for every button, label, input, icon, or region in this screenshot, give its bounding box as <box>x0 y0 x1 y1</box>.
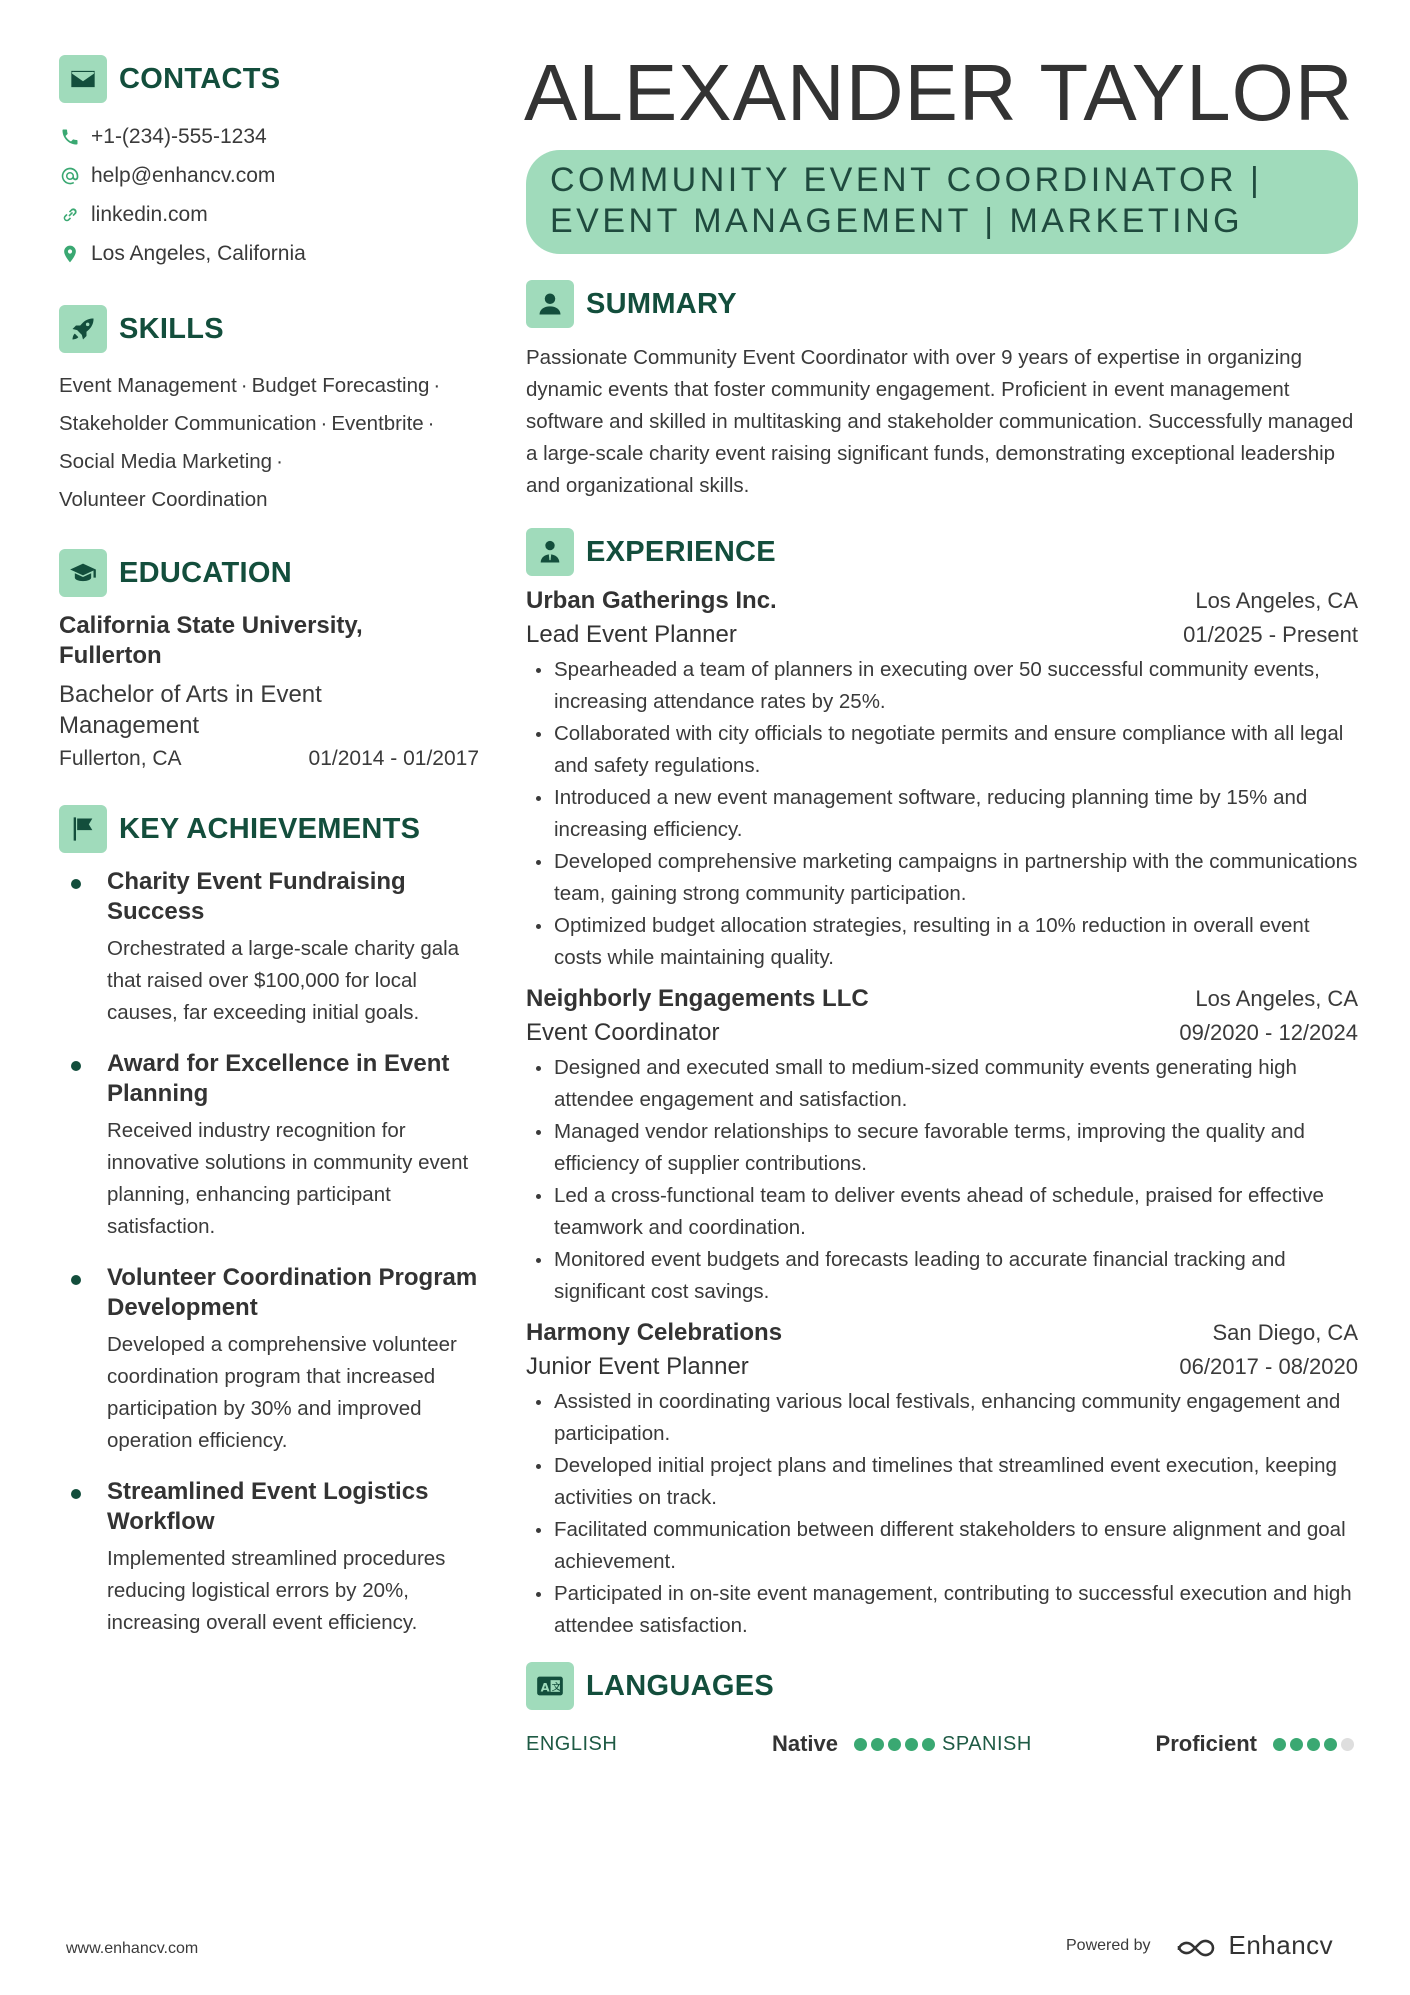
rating-dot-empty <box>1341 1738 1354 1751</box>
contact-phone-text: +1-(234)-555-1234 <box>91 124 267 148</box>
contact-location <box>59 234 479 273</box>
language-level: Proficient <box>1155 1731 1257 1756</box>
achievement-item <box>59 1263 479 1457</box>
bullet-dot <box>71 1489 81 1499</box>
education-dates: 01/2014 - 01/2017 <box>308 747 479 770</box>
achievement-title: Streamlined Event Logistics Workflow <box>107 1478 429 1535</box>
job-bullets <box>526 1052 1358 1308</box>
languages-section <box>526 1662 1358 1764</box>
rating-dot-filled <box>1324 1738 1337 1751</box>
achievement-desc: Implemented streamlined procedures reducing logistical errors by 20%, increasing overall event efficiency. <box>107 1547 446 1634</box>
language-name: SPANISH <box>942 1732 1032 1755</box>
job-bullets <box>526 1386 1358 1642</box>
job-entry <box>526 1316 1358 1642</box>
rating-dot-filled <box>871 1738 884 1751</box>
envelope-icon <box>59 55 107 103</box>
rating-dot-filled <box>854 1738 867 1751</box>
headline-box <box>526 150 1358 254</box>
skills-title: SKILLS <box>119 312 224 345</box>
experience-header <box>526 528 1358 576</box>
skill-item: Volunteer Coordination <box>59 488 268 511</box>
job-bullet: Managed vendor relationships to secure favorable terms, improving the quality and efficiency of supplier contributions. <box>526 1116 1358 1180</box>
job-company: Neighborly Engagements LLC <box>526 985 869 1012</box>
skill-separator: · <box>427 412 435 435</box>
job-bullet: Assisted in coordinating various local festivals, enhancing community engagement and participation. <box>526 1386 1358 1450</box>
contacts-header <box>59 55 479 103</box>
education-location: Fullerton, CA <box>59 747 182 770</box>
job-entry <box>526 982 1358 1308</box>
job-bullet: Introduced a new event management software, reducing planning time by 15% and increasing efficiency. <box>526 782 1358 846</box>
rocket-icon <box>59 305 107 353</box>
skill-item: Event Management <box>59 374 237 397</box>
contact-linkedin[interactable] <box>59 195 479 234</box>
summary-header <box>526 280 1358 328</box>
job-dates: 06/2017 - 08/2020 <box>1179 1354 1358 1379</box>
skills-header <box>59 305 479 353</box>
language-rating <box>1273 1738 1358 1751</box>
job-company: Harmony Celebrations <box>526 1319 783 1346</box>
graduation-cap-icon <box>59 549 107 597</box>
achievement-title: Volunteer Coordination Program Development <box>107 1264 478 1321</box>
rating-dot-filled <box>922 1738 935 1751</box>
contact-linkedin-text: linkedin.com <box>91 202 208 226</box>
translate-icon <box>526 1662 574 1710</box>
job-company: Urban Gatherings Inc. <box>526 587 777 614</box>
job-bullet: Spearheaded a team of planners in executing over 50 successful community events, increasing attendance rates by 25%. <box>526 654 1358 718</box>
job-location: Los Angeles, CA <box>1195 986 1358 1011</box>
language-item <box>526 1731 942 1757</box>
job-bullet: Collaborated with city officials to negotiate permits and ensure compliance with all legal and safety regulations. <box>526 718 1358 782</box>
achievement-title: Award for Excellence in Event Planning <box>107 1050 450 1107</box>
skill-item: Eventbrite <box>331 412 424 435</box>
enhancv-logo[interactable] <box>1175 1930 1334 1961</box>
headline-line: EVENT MANAGEMENT | MARKETING <box>550 202 1244 240</box>
job-role: Junior Event Planner <box>526 1353 749 1380</box>
left-column <box>59 55 479 1659</box>
skill-item: Stakeholder Communication <box>59 412 317 435</box>
achievement-desc: Received industry recognition for innovative solutions in community event planning, enhancing participant satisfaction. <box>107 1119 469 1238</box>
languages-row <box>526 1724 1358 1764</box>
job-bullet: Facilitated communication between different stakeholders to ensure alignment and goal achievement. <box>526 1514 1358 1578</box>
job-bullet: Participated in on-site event management, contributing to successful execution and high attendee satisfaction. <box>526 1578 1358 1642</box>
achievement-title: Charity Event Fundraising Success <box>107 868 406 925</box>
contact-phone[interactable] <box>59 117 479 156</box>
svg-text:文: 文 <box>551 1682 562 1694</box>
job-header-row <box>526 584 1358 618</box>
contact-location-text: Los Angeles, California <box>91 241 306 265</box>
skill-separator: · <box>240 374 248 397</box>
language-name: ENGLISH <box>526 1732 618 1755</box>
rating-dot-filled <box>1290 1738 1303 1751</box>
achievements-title: KEY ACHIEVEMENTS <box>119 812 421 845</box>
achievement-item <box>59 1477 479 1639</box>
skills-list <box>59 367 489 519</box>
language-item <box>942 1731 1358 1757</box>
job-bullet: Developed comprehensive marketing campaigns in partnership with the communications team, gaining strong community participation. <box>526 846 1358 910</box>
contact-email[interactable] <box>59 156 479 195</box>
job-role-row <box>526 618 1358 652</box>
skill-item: Budget Forecasting <box>251 374 430 397</box>
enhancv-logo-text: Enhancv <box>1228 1930 1334 1960</box>
svg-text:A: A <box>540 1680 550 1695</box>
achievement-desc: Orchestrated a large-scale charity gala that raised over $100,000 for local causes, far exceeding initial goals. <box>107 937 460 1024</box>
job-role: Lead Event Planner <box>526 621 737 648</box>
rating-dot-filled <box>888 1738 901 1751</box>
summary-section <box>526 280 1358 502</box>
contact-email-text: help@enhancv.com <box>91 163 276 187</box>
job-role: Event Coordinator <box>526 1019 720 1046</box>
job-bullet: Monitored event budgets and forecasts leading to accurate financial tracking and significant cost savings. <box>526 1244 1358 1308</box>
job-header-row <box>526 982 1358 1016</box>
education-entry <box>59 611 479 771</box>
skill-item: Social Media Marketing <box>59 450 273 473</box>
education-title: EDUCATION <box>119 556 292 589</box>
language-level: Native <box>771 1731 838 1756</box>
right-column <box>526 48 1358 1764</box>
briefcase-person-icon <box>526 528 574 576</box>
job-location: San Diego, CA <box>1212 1320 1358 1345</box>
rating-dot-filled <box>1273 1738 1286 1751</box>
contact-list <box>59 117 479 273</box>
phone-icon <box>59 126 81 148</box>
achievement-desc: Developed a comprehensive volunteer coordination program that increased participation by 30% and improved operation efficiency. <box>107 1333 457 1452</box>
job-entry <box>526 584 1358 974</box>
footer-website[interactable]: www.enhancv.com <box>66 1940 199 1957</box>
bullet-dot <box>71 1061 81 1071</box>
flag-icon <box>59 805 107 853</box>
achievements-header <box>59 805 479 853</box>
bullet-dot <box>71 1275 81 1285</box>
at-icon <box>59 165 81 187</box>
education-school: California State University, Fullerton <box>59 612 363 669</box>
skill-separator: · <box>276 450 283 473</box>
summary-title: SUMMARY <box>586 287 737 320</box>
job-bullets <box>526 654 1358 974</box>
job-header-row <box>526 1316 1358 1350</box>
achievements-list <box>59 867 479 1639</box>
achievement-item <box>59 867 479 1029</box>
location-icon <box>59 243 81 265</box>
powered-by-text: Powered by <box>1066 1936 1151 1954</box>
language-rating <box>854 1738 939 1751</box>
candidate-name: ALEXANDER TAYLOR <box>524 48 1354 137</box>
education-meta <box>59 747 479 771</box>
footer-branding <box>1066 1930 1333 1961</box>
education-degree: Bachelor of Arts in Event Management <box>59 681 322 739</box>
rating-dot-filled <box>1307 1738 1320 1751</box>
job-bullet: Led a cross-functional team to deliver events ahead of schedule, praised for effective teamwork and coordination. <box>526 1180 1358 1244</box>
skill-separator: · <box>320 412 328 435</box>
skill-separator: · <box>433 374 441 397</box>
languages-title: LANGUAGES <box>586 1669 774 1702</box>
summary-text: Passionate Community Event Coordinator with over 9 years of expertise in organizing dynamic events that foster community engagement. Proficient in event management software and skilled in multitasking and stakeholder communication. Successfully managed a large-scale charity event raising significant funds, demonstrating exceptional leadership and organizational skills. <box>526 346 1354 497</box>
person-icon <box>526 280 574 328</box>
experience-section <box>526 528 1358 1642</box>
headline-line: COMMUNITY EVENT COORDINATOR | <box>550 161 1263 199</box>
achievement-item <box>59 1049 479 1243</box>
job-dates: 09/2020 - 12/2024 <box>1179 1020 1358 1045</box>
job-bullet: Designed and executed small to medium-sized community events generating high attendee engagement and satisfaction. <box>526 1052 1358 1116</box>
job-bullet: Developed initial project plans and timelines that streamlined event execution, keeping activities on track. <box>526 1450 1358 1514</box>
bullet-dot <box>71 879 81 889</box>
education-header <box>59 549 479 597</box>
link-icon <box>59 204 81 226</box>
languages-header <box>526 1662 1358 1710</box>
job-dates: 01/2025 - Present <box>1183 622 1358 647</box>
job-location: Los Angeles, CA <box>1195 588 1358 613</box>
job-bullet: Optimized budget allocation strategies, resulting in a 10% reduction in overall event costs while maintaining quality. <box>526 910 1358 974</box>
job-role-row <box>526 1350 1358 1384</box>
enhancv-logo-icon <box>1175 1932 1223 1960</box>
contacts-title: CONTACTS <box>119 62 281 95</box>
experience-title: EXPERIENCE <box>586 535 776 568</box>
rating-dot-filled <box>905 1738 918 1751</box>
job-role-row <box>526 1016 1358 1050</box>
